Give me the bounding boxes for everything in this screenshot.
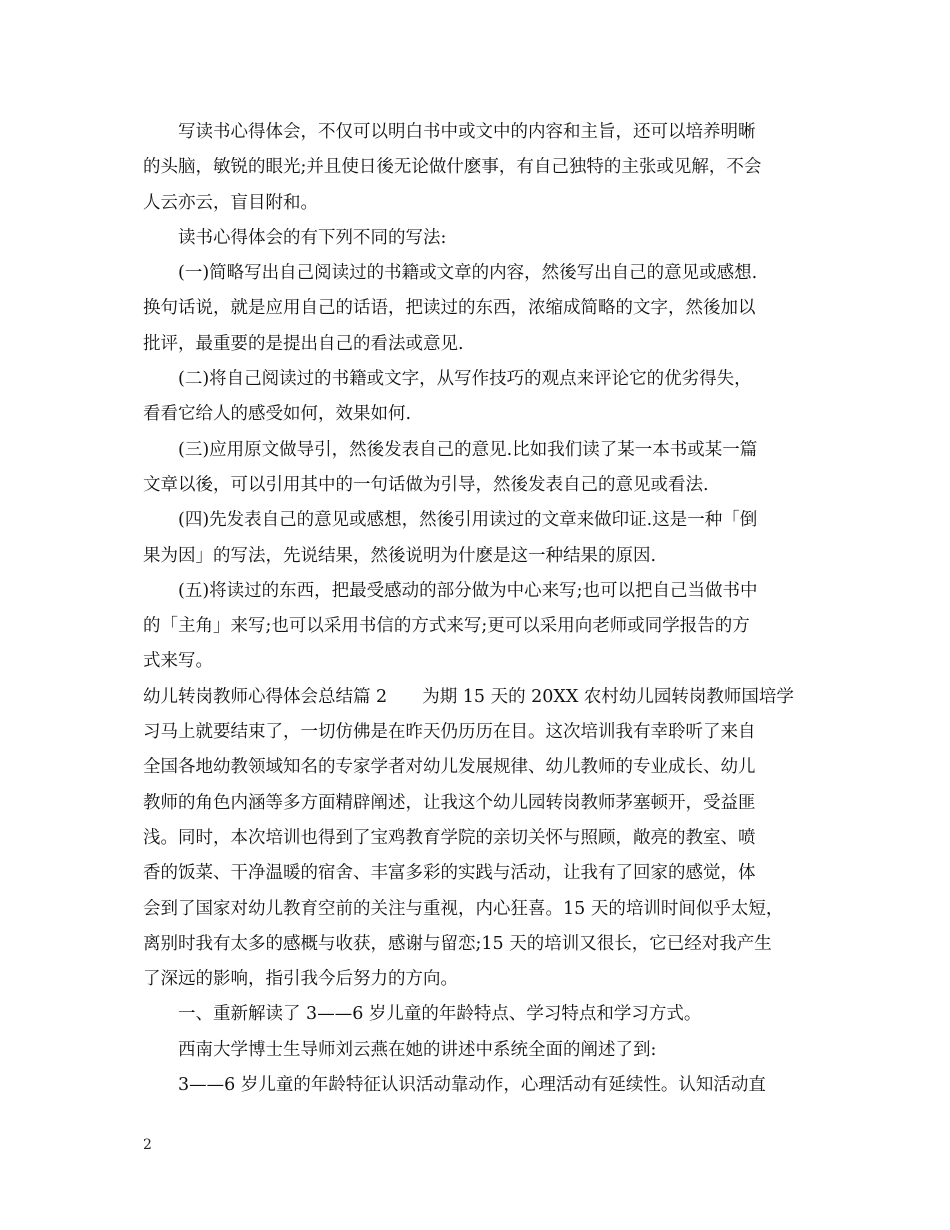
paragraph-line: 香的饭菜、干净温暖的宿舍、丰富多彩的实践与活动，让我有了回家的感觉，体	[143, 863, 756, 884]
paragraph-line: 的「主角」来写;也可以采用书信的方式来写;更可以采用向老师或同学报告的方	[143, 616, 750, 637]
paragraph-line: 看看它给人的感受如何，效果如何.	[143, 404, 412, 425]
body-text	[143, 115, 821, 1103]
paragraph-line: (一)简略写出自己阅读过的书籍或文章的内容，然後写出自己的意见或感想.	[178, 263, 758, 284]
paragraph-line: 会到了国家对幼儿教育空前的关注与重视，内心狂喜。15 天的培训时间似乎太短，	[143, 898, 784, 919]
paragraph-line: 离别时我有太多的感概与收获，感谢与留恋;15 天的培训又很长，它已经对我产生	[143, 933, 772, 954]
paragraph-line: 式来写。	[143, 651, 213, 672]
paragraph-line: (二)将自己阅读过的书籍或文字，从写作技巧的观点来评论它的优劣得失，	[178, 369, 752, 390]
paragraph-line: 的头脑，敏锐的眼光;并且使日後无论做什麽事，有自己独特的主张或见解，不会	[143, 157, 762, 178]
paragraph-line: 习马上就要结束了，一切仿佛是在昨天仍历历在目。这次培训我有幸聆听了来自	[143, 722, 756, 743]
paragraph-line: 读书心得体会的有下列不同的写法:	[178, 227, 447, 248]
paragraph-line: 写读书心得体会，不仅可以明白书中或文中的内容和主旨，还可以培养明晰	[178, 122, 756, 142]
paragraph-line: 了深远的影响，指引我今后努力的方向。	[143, 969, 458, 990]
paragraph-line: 教师的角色内涵等多方面精辟阐述，让我这个幼儿园转岗教师茅塞顿开，受益匪	[143, 792, 756, 813]
paragraph-line: 换句话说，就是应用自己的话语，把读过的东西，浓缩成简略的文字，然後加以	[143, 298, 756, 319]
paragraph-line: 一、重新解读了 3——6 岁儿童的年龄特点、学习特点和学习方式。	[178, 1004, 702, 1025]
paragraph-line: (三)应用原文做导引，然後发表自己的意见.比如我们读了某一本书或某一篇	[178, 439, 758, 460]
paragraph-line: 果为因」的写法，先说结果，然後说明为什麽是这一种结果的原因.	[143, 545, 657, 566]
paragraph-line: 3——6 岁儿童的年龄特征认识活动靠动作，心理活动有延续性。认知活动直	[178, 1075, 766, 1096]
paragraph-line: 文章以後，可以引用其中的一句话做为引导，然後发表自己的意见或看法.	[143, 474, 709, 495]
page-number: 2	[143, 1137, 152, 1153]
paragraph-line: 全国各地幼教领域知名的专家学者对幼儿发展规律、幼儿教师的专业成长、幼儿	[143, 757, 756, 778]
paragraph-line: 浅。同时，本次培训也得到了宝鸡教育学院的亲切关怀与照顾，敞亮的教室、喷	[143, 827, 756, 848]
paragraph-line: 西南大学博士生导师刘云燕在她的讲述中系统全面的阐述了到:	[178, 1039, 657, 1060]
section-heading-line: 幼儿转岗教师心得体会总结篇 2 为期 15 天的 20XX 农村幼儿园转岗教师国培学	[143, 686, 794, 707]
paragraph-line: 人云亦云，盲目附和。	[143, 192, 318, 213]
paragraph-line: 批评，最重要的是提出自己的看法或意见.	[143, 333, 464, 354]
paragraph-line: (五)将读过的东西，把最受感动的部分做为中心来写;也可以把自己当做书中	[178, 580, 758, 601]
paragraph-line: (四)先发表自己的意见或感想，然後引用读过的文章来做印证.这是一种「倒	[178, 510, 758, 531]
